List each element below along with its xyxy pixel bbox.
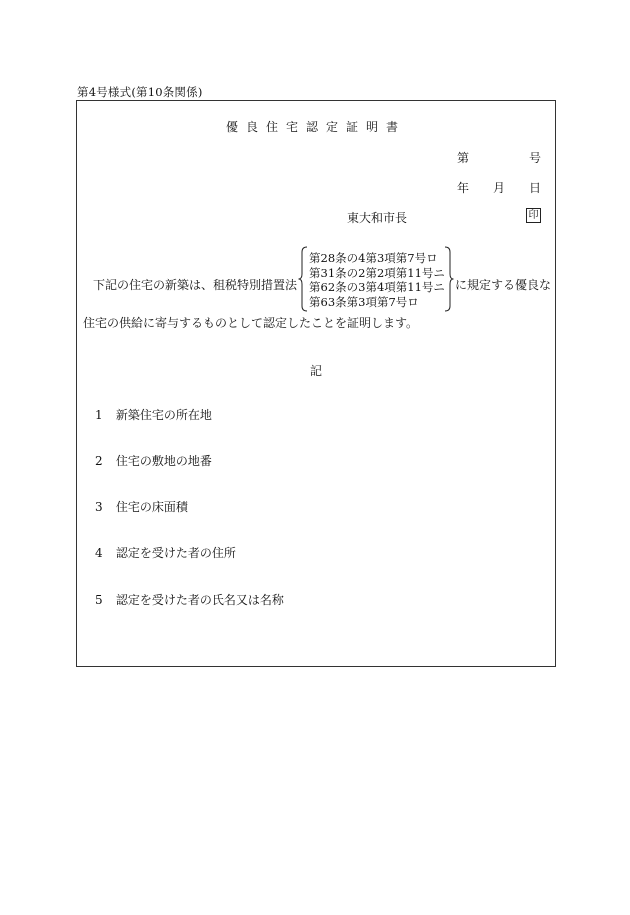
form-number: 第4号様式(第10条関係) xyxy=(77,85,203,99)
item-number: 2 xyxy=(95,454,103,468)
list-item xyxy=(95,452,212,469)
item-number: 1 xyxy=(95,408,103,422)
date-day: 日 xyxy=(529,181,542,195)
list-item xyxy=(95,591,284,608)
number-suffix: 号 xyxy=(529,151,542,165)
certificate-title: 優良住宅認定証明書 xyxy=(225,120,406,134)
body-tail-text: に規定する優良な xyxy=(455,278,552,292)
right-brace-icon xyxy=(444,246,454,312)
law-article: 第63条第3項第7号ロ xyxy=(309,294,419,309)
list-item xyxy=(95,498,188,515)
item-label: 新築住宅の所在地 xyxy=(115,408,212,422)
issuer-name: 東大和市長 xyxy=(347,211,408,225)
item-number: 4 xyxy=(95,546,103,560)
law-article: 第28条の4第3項第7号ロ xyxy=(309,251,438,265)
number-prefix: 第 xyxy=(457,151,470,165)
item-number: 5 xyxy=(95,593,103,607)
left-brace-icon xyxy=(298,246,308,312)
law-article: 第31条の2第2項第11号ニ xyxy=(309,265,445,280)
item-number: 3 xyxy=(95,500,103,514)
body-second-line: 住宅の供給に寄与するものとして認定したことを証明します。 xyxy=(83,316,419,330)
law-article: 第62条の3第4項第11号ニ xyxy=(309,280,445,294)
list-item xyxy=(95,544,236,561)
date-month: 月 xyxy=(493,181,506,195)
list-item xyxy=(95,406,212,423)
item-label: 認定を受けた者の住所 xyxy=(115,546,236,560)
item-label: 住宅の床面積 xyxy=(115,500,188,514)
item-label: 住宅の敷地の地番 xyxy=(115,454,212,468)
certificate-frame xyxy=(76,100,556,667)
item-label: 認定を受けた者の氏名又は名称 xyxy=(115,593,284,607)
law-article-list xyxy=(309,251,445,309)
seal-mark: 印 xyxy=(526,208,541,223)
date-year: 年 xyxy=(457,181,470,195)
ki-heading: 記 xyxy=(309,364,322,378)
body-lead-text: 下記の住宅の新築は、租税特別措置法 xyxy=(93,278,298,292)
